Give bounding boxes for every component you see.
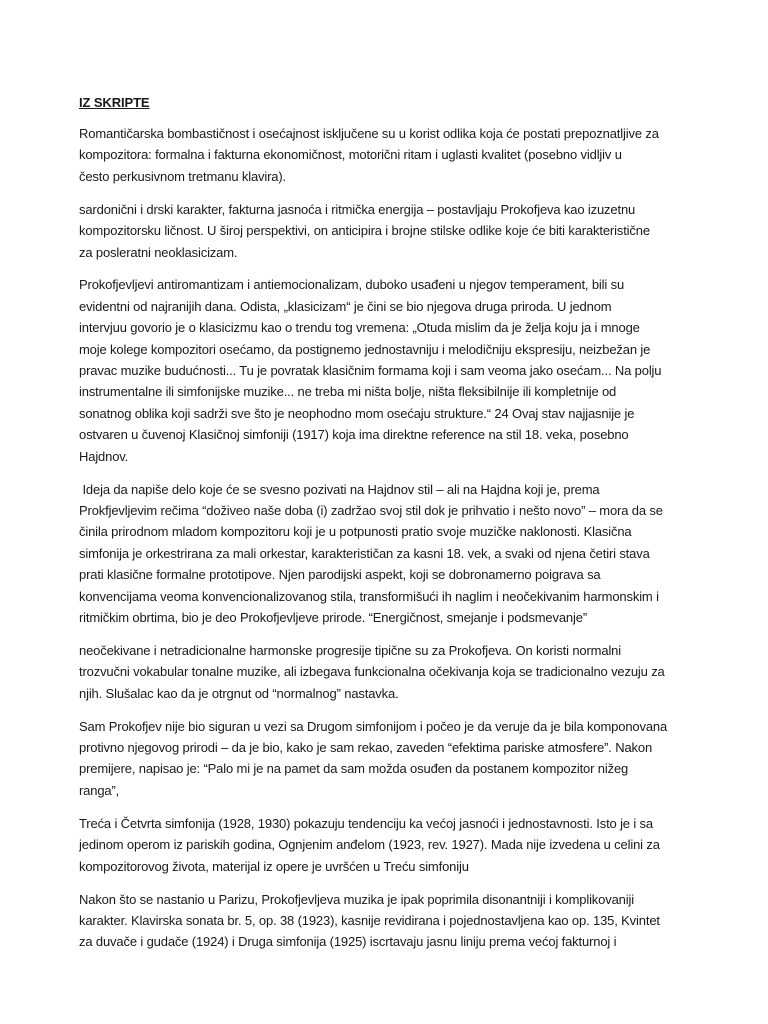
text-line: neočekivane i netradicionalne harmonske progresije tipične su za Prokofjeva. On koristi normalni [79,642,621,658]
text-line: trozvučni vokabular tonalne muzike, ali izbegava funkcionalna očekivanja koja se tradicionalno vezuju za [79,664,665,680]
text-line: instrumentalne ili simfonijske muzike... ne treba mi ništa bolje, ništa fleksibilnije ili kompletnije od [79,384,617,400]
text-line: evidentni od najranijih dana. Odista, „klasicizam“ je čini se bio njegova druga priroda. U jednom [79,298,612,314]
text-line: Prokfjevljevim rečima “doživeo naše doba (i) zadržao svoj stil dok je prihvatio i nešto novo” – mora da se [79,503,663,518]
text-line: Prokofjevljevi antiromantizam i antiemocionalizam, duboko usađeni u njegov temperament, bili su [79,277,625,293]
text-line: sardonični i drski karakter, fakturna jasnoća i ritmička energija – postavljaju Prokofjeva kao izuzetnu [79,201,636,217]
text-line: simfonija je orkestrirana za mali orkestar, karakterističan za kasni 18. vek, a svaki od njena četiri stava [79,545,650,561]
text-line: često perkusivnom tretmanu klavira). [79,168,287,184]
paragraph-2 [79,199,691,263]
paragraph-5 [79,640,691,704]
text-line: Sam Prokofjev nije bio siguran u vezi sa Drugom simfonijom i počeo je da veruje da je bila komponovana [79,718,668,734]
document-heading: IZ SKRIPTE [79,95,150,110]
text-line: kompozitorovog života, materijal iz opere je uvršćen u Treću simfoniju [79,858,469,874]
paragraph-8 [79,889,691,953]
text-line: konvencijama veoma konvencionalizovanog stila, transformišući ih naglim i neočekivanim harmonskim i [79,588,659,604]
text-line: Romantičarska bombastičnost i osećajnost isključene su u korist odlika koja će postati prepoznatljive za [79,126,659,141]
text-line: prati klasične formalne prototipove. Njen parodijski aspekt, koji se dobronamerno poigrava sa [79,567,601,583]
text-line: intervjuu govorio je o klasicizmu kao o trendu tog vremena: „Otuda mislim da je želja koju ja i mnoge [79,320,640,336]
text-line: ostvaren u čuvenoj Klasičnoj simfoniji (1917) koja ima direktne reference na stil 18. veka, posebno [79,427,629,443]
text-line: njih. Slušalac kao da je otrgnut od “normalnog” nastavka. [79,685,399,701]
text-line: sonatnog oblika koji sadrži sve što je neophodno mom osećaju strukture.“ 24 Ovaj stav najjasnije je [79,405,635,421]
text-line: Ideja da napiše delo koje će se svesno pozivati na Hajdnov stil – ali na Hajdna koji je, prema [79,481,600,497]
text-line: Hajdnov. [79,448,129,464]
text-line: za posleratni neoklasicizam. [79,244,238,260]
text-line: ritmičkim obrtima, bio je deo Prokofjevljeve prirode. “Energičnost, smejanje i podsmevanje” [79,610,588,626]
text-line: protivno njegovog prirodi – da je bio, kako je sam rekao, zaveden “efektima pariske atmosfere”. Nakon [79,740,653,756]
text-line: za duvače i gudače (1924) i Druga simfonija (1925) iscrtavaju jasnu liniju prema većoj fakturnoj i [79,934,617,950]
text-line: premijere, napisao je: “Palo mi je na pamet da sam možda osuđen da postanem kompozitor nižeg [79,761,629,777]
text-line: kompozitora: formalna i fakturna ekonomičnost, motorični ritam i uglasti kvalitet (posebno vidljiv u [79,147,622,163]
paragraph-4 [79,479,691,629]
paragraph-3 [79,274,691,467]
paragraph-6 [79,716,691,802]
text-line: jedinom operom iz pariskih godina, Ognjenim anđelom (1923, rev. 1927). Mada nije izvedena u celini za [79,837,660,853]
text-line: karakter. Klavirska sonata br. 5, op. 38 (1923), kasnije revidirana i pojednostavljena kao op. 135, Kvintet [79,912,660,928]
text-line: kompozitorsku ličnost. U široj perspektivi, on anticipira i brojne stilske odlike koje će biti karakteristične [79,223,650,239]
paragraph-7 [79,813,691,877]
text-line: moje kolege kompozitori osećamo, da postignemo jednostavniju i melodičniju ekspresiju, neizbežan je [79,341,651,357]
document-body [79,92,691,964]
text-line: ranga”, [79,782,120,798]
text-line: Treća i Četvrta simfonija (1928, 1930) pokazuju tendenciju ka većoj jasnoći i jednostavnosti. Isto je i sa [79,815,653,831]
paragraph-1 [79,123,691,187]
text-line: Nakon što se nastanio u Parizu, Prokofjevljeva muzika je ipak poprimila disonantniji i komplikovaniji [79,891,634,907]
text-line: pravac muzike budućnosti... Tu je povratak klasičnim formama koji i sam veoma jako osećam... Na polju [79,363,662,379]
text-line: činila prirodnom mladom kompozitoru koji je u potpunosti pratio svoje muzičke naklonosti. Klasična [79,524,632,540]
